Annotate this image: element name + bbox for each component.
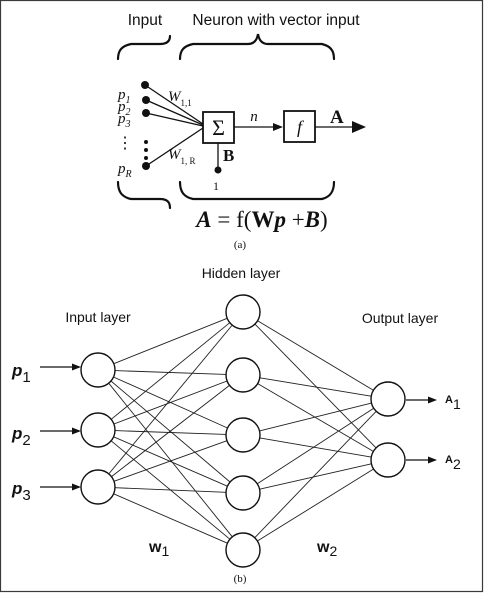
- input-node-3: [81, 470, 115, 504]
- input-symbol-p2: p2: [12, 424, 31, 449]
- input-label-pr: $p_R$: [118, 161, 132, 180]
- hidden-node-3: [226, 418, 260, 452]
- summation-symbol: Σ: [212, 115, 225, 140]
- transfer-function-symbol: f: [296, 117, 303, 137]
- input-symbol-p3: p3: [12, 479, 31, 504]
- weight-symbol-w2: w2: [317, 539, 338, 559]
- input-node-1: [81, 353, 115, 387]
- hidden-layer-label: Hidden layer: [201, 265, 281, 281]
- input-label-p3: $p_3$: [118, 111, 131, 130]
- bias-label: B: [223, 146, 235, 165]
- input-layer-label: Input layer: [65, 309, 131, 325]
- input-heading: Input: [127, 12, 163, 29]
- caption-a: (a): [233, 239, 247, 251]
- neuron-heading: Neuron with vector input: [192, 12, 360, 29]
- input-ellipsis: ⋮: [117, 135, 133, 152]
- output-label: A: [330, 107, 344, 128]
- hidden-node-2: [226, 358, 260, 392]
- caption-b: (b): [233, 573, 247, 585]
- ellipsis-dot-1: [144, 140, 148, 144]
- ellipsis-dot-3: [144, 156, 148, 160]
- hidden-node-5: [226, 533, 260, 567]
- bias-input-label: 1: [213, 179, 219, 193]
- input-label-p1: $p_1$: [118, 87, 131, 106]
- bias-dot: [215, 167, 222, 174]
- hidden-node-4: [226, 476, 260, 510]
- output-symbol-a1: A1: [445, 394, 461, 412]
- weight-label-last: $W_{1, R}$: [168, 147, 196, 166]
- hidden-node-1: [226, 295, 260, 329]
- ellipsis-dot-2: [144, 148, 148, 152]
- output-symbol-a2: A2: [445, 454, 461, 472]
- weight-label-first: $W_{1,1}$: [168, 89, 192, 108]
- output-layer-label: Output layer: [361, 310, 439, 326]
- input-symbol-p1: p1: [12, 361, 31, 386]
- neuron-equation: A = f(Wp +B): [196, 207, 328, 232]
- output-node-1: [371, 382, 405, 416]
- net-input-label: n: [250, 109, 258, 125]
- input-node-2: [81, 413, 115, 447]
- weight-symbol-w1: w1: [149, 539, 170, 559]
- output-node-2: [371, 443, 405, 477]
- input-label-p2: $p_2$: [118, 99, 131, 118]
